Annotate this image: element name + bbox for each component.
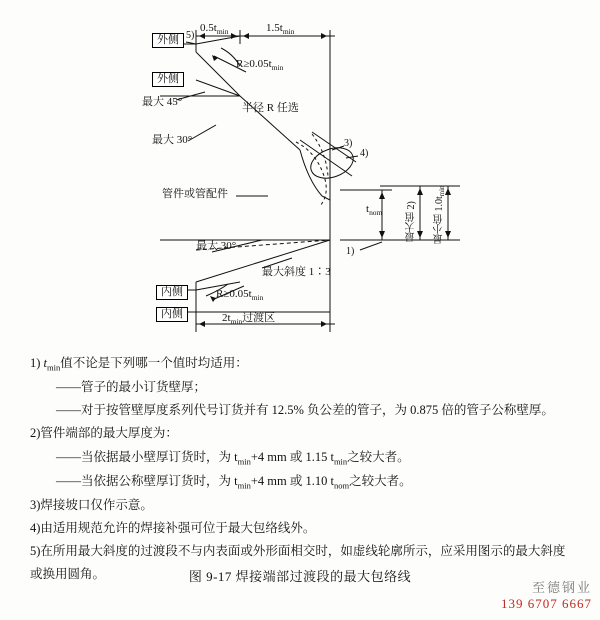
label-min-value: 最小值 $1.0t_{min}$ <box>434 185 446 244</box>
label-outer-lower: 外侧 <box>152 72 184 87</box>
label-radius-top: $R\ge 0.05t_{min}$ <box>236 58 284 73</box>
label-max-30-bottom: 最大 30° <box>196 240 237 252</box>
watermark-phone: 139 6707 6667 <box>501 595 592 611</box>
note-2-sub-1: ——当依据最小壁厚订货时，为 $t_{min}+4$ mm 或 1.15 $t_{min}$之较大者。 <box>56 449 410 467</box>
label-radius-note: 半径 R 任选 <box>242 102 299 114</box>
label-max-value: 最大值 2) <box>406 201 417 242</box>
callout-3: 3) <box>344 138 353 149</box>
note-5: 5)在所用最大斜度的过渡段不与内表面或外形面相交时，如虚线轮廓所示，应采用图示的最大斜度或换用圆角。 <box>30 544 566 582</box>
note-2: 2)管件端部的最大厚度为： <box>30 426 178 441</box>
label-note5-marker: 5) <box>186 30 195 41</box>
outer-45-line <box>196 52 240 96</box>
note-1-sub-1: ——管子的最小订货壁厚； <box>56 380 207 395</box>
figure-caption: 图 9-17 焊接端部过渡段的最大包络线 <box>188 569 412 584</box>
label-t-nom: $t_{nom}$ <box>366 203 383 218</box>
dim-half-t: $0.5t_{min}$ <box>200 22 229 37</box>
watermark <box>501 580 592 613</box>
note-3: 3)焊接坡口仅作示意。 <box>30 498 153 513</box>
label-max-slope: 最大斜度 1∶3 <box>262 266 331 278</box>
label-max-30-top: 最大 30° <box>152 134 193 146</box>
callout-4: 4) <box>360 148 369 159</box>
dim-1-5t: $1.5t_{min}$ <box>266 22 295 37</box>
label-transition-zone: $2t_{min}$过渡区 <box>222 312 276 327</box>
note-2-sub-2: ——当依据公称壁厚订货时，为 $t_{min}+4$ mm 或 1.10 $t_{nom}$之较大者。 <box>56 473 412 491</box>
label-pipe-or-fitting: 管件或管配件 <box>162 188 228 200</box>
label-max-45: 最大 45° <box>142 96 183 108</box>
label-inner-lower: 内侧 <box>156 307 188 322</box>
notes-list <box>30 352 575 587</box>
note-1-sub-2: ——对于按管壁厚度系列代号订货并有 12.5% 负公差的管子，为 0.875 倍的管子公称壁厚。 <box>56 403 554 418</box>
callout-1: 1) <box>346 246 355 257</box>
label-radius-bottom: $R\ge 0.05t_{min}$ <box>216 288 264 303</box>
note-4: 4)由适用规范允许的焊接补强可位于最大包络线外。 <box>30 521 316 536</box>
watermark-company: 至德钢业 <box>531 579 592 595</box>
label-outer-upper: 外侧 <box>152 33 184 48</box>
note-1: 1) $t_{min}$值不论是下列哪一个值时均适用： <box>30 356 248 373</box>
label-inner-upper: 内侧 <box>156 285 188 300</box>
